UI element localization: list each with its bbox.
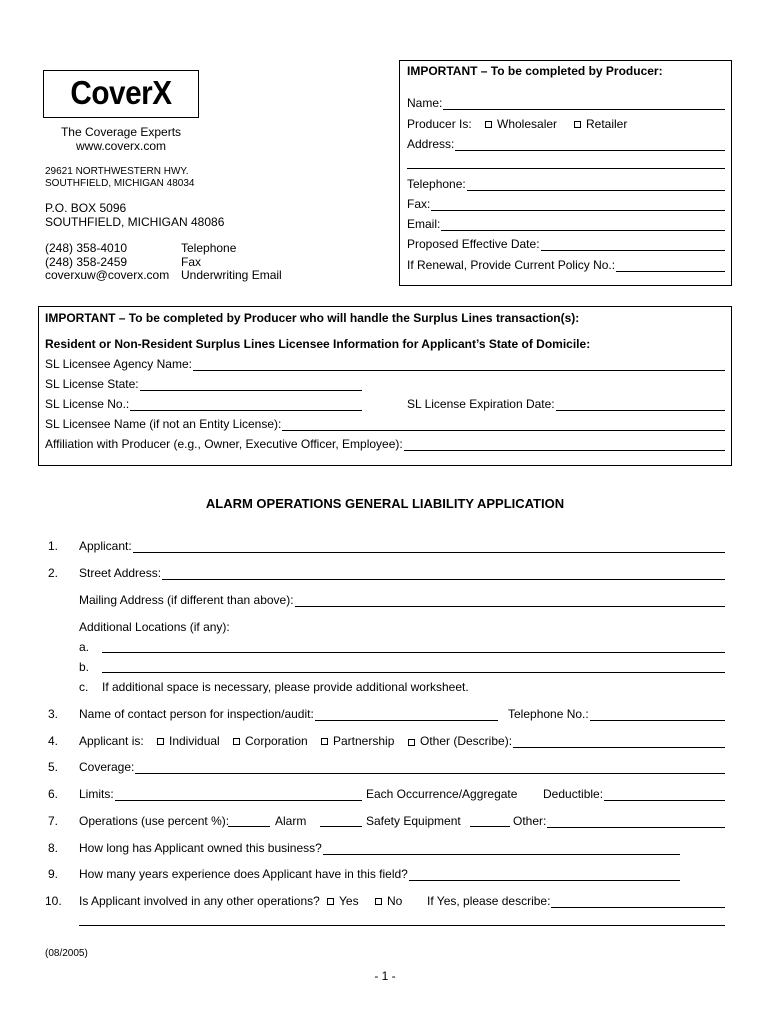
- sl-expiration-field[interactable]: SL License Expiration Date:: [407, 397, 725, 411]
- company-website: www.coverx.com: [75, 139, 167, 153]
- producer-fax-field[interactable]: Fax:: [407, 197, 725, 211]
- partnership-checkbox[interactable]: [321, 738, 328, 745]
- years-experience-field[interactable]: How many years experience does Applicant have in this field?: [79, 867, 680, 881]
- yes-option[interactable]: Yes: [327, 894, 359, 908]
- mailing-address-field[interactable]: Mailing Address (if different than above):: [79, 593, 725, 607]
- other-operations-field[interactable]: Other:: [513, 814, 725, 828]
- contact-phone-value: (248) 358-4010: [45, 241, 128, 255]
- other-checkbox[interactable]: [408, 739, 415, 746]
- producer-address-line-2[interactable]: [407, 168, 725, 169]
- q2-number: 2.: [48, 566, 59, 580]
- location-c-text: If additional space is necessary, please provide additional worksheet.: [102, 680, 469, 694]
- retailer-option[interactable]: Retailer: [574, 117, 627, 131]
- operations-label: Operations (use percent %):: [79, 814, 230, 828]
- company-tagline: The Coverage Experts: [60, 125, 182, 139]
- wholesaler-checkbox[interactable]: [485, 121, 492, 128]
- form-revision-date: (08/2005): [45, 948, 88, 959]
- contact-email-label: Underwriting Email: [181, 268, 282, 282]
- each-occurrence-label: Each Occurrence/Aggregate: [366, 787, 518, 801]
- applicant-field[interactable]: Applicant:: [79, 539, 725, 553]
- alarm-percent-line[interactable]: [228, 826, 270, 827]
- no-option[interactable]: No: [375, 894, 402, 908]
- contact-fax-value: (248) 358-2459: [45, 255, 128, 269]
- other-describe-field[interactable]: Other (Describe):: [408, 734, 725, 748]
- producer-name-field[interactable]: [407, 96, 725, 110]
- corporation-checkbox[interactable]: [233, 738, 240, 745]
- safety-equipment-label: Safety Equipment: [366, 814, 461, 828]
- deductible-field[interactable]: Deductible:: [543, 787, 725, 801]
- sl-license-no-field[interactable]: SL License No.:: [45, 397, 362, 411]
- location-c-label: c.: [79, 680, 89, 694]
- yes-checkbox[interactable]: [327, 898, 334, 905]
- applicant-is-label: Applicant is:: [79, 734, 144, 748]
- safety-percent-line[interactable]: [320, 826, 362, 827]
- individual-checkbox[interactable]: [157, 738, 164, 745]
- additional-locations-label: Additional Locations (if any):: [79, 620, 230, 634]
- producer-email-field[interactable]: Email:: [407, 217, 725, 231]
- producer-is-label: Producer Is:: [407, 117, 472, 131]
- years-owned-field[interactable]: How long has Applicant owned this business?: [79, 841, 680, 855]
- contact-email-value: coverxuw@coverx.com: [45, 268, 170, 282]
- form-title: ALARM OPERATIONS GENERAL LIABILITY APPLICATION: [205, 496, 565, 511]
- contact-person-field[interactable]: Name of contact person for inspection/audit:: [79, 707, 498, 721]
- producer-address-label: Address:: [407, 137, 455, 151]
- surplus-box-subtitle: Resident or Non-Resident Surplus Lines Licensee Information for Applicant’s State of Domicile:: [45, 337, 591, 351]
- other-operations-question: Is Applicant involved in any other operations?: [79, 894, 320, 908]
- corporation-option[interactable]: Corporation: [233, 734, 308, 748]
- sl-agency-name-field[interactable]: SL Licensee Agency Name:: [45, 357, 725, 371]
- other-percent-line[interactable]: [470, 826, 510, 827]
- company-po-box: P.O. BOX 5096: [45, 201, 127, 215]
- no-checkbox[interactable]: [375, 898, 382, 905]
- q4-number: 4.: [48, 734, 59, 748]
- company-street: 29621 NORTHWESTERN HWY.: [45, 166, 189, 177]
- retailer-checkbox[interactable]: [574, 121, 581, 128]
- sl-licensee-name-field[interactable]: SL Licensee Name (if not an Entity License):: [45, 417, 725, 431]
- producer-telephone-field[interactable]: Telephone:: [407, 177, 725, 191]
- q9-number: 9.: [48, 867, 59, 881]
- describe-line-2[interactable]: [79, 925, 725, 926]
- street-address-field[interactable]: Street Address:: [79, 566, 725, 580]
- location-b-label: b.: [79, 660, 90, 674]
- limits-field[interactable]: Limits:: [79, 787, 362, 801]
- coverage-field[interactable]: Coverage:: [79, 760, 725, 774]
- q1-number: 1.: [48, 539, 59, 553]
- producer-address-field[interactable]: [407, 137, 725, 151]
- describe-field[interactable]: If Yes, please describe:: [427, 894, 725, 908]
- effective-date-field[interactable]: Proposed Effective Date:: [407, 237, 725, 251]
- company-logo: CoverX: [70, 74, 172, 111]
- wholesaler-option[interactable]: Wholesaler: [485, 117, 557, 131]
- producer-box: [399, 60, 732, 286]
- partnership-option[interactable]: Partnership: [321, 734, 394, 748]
- company-city-street: SOUTHFIELD, MICHIGAN 48034: [45, 178, 195, 189]
- contact-telephone-field[interactable]: Telephone No.:: [508, 707, 725, 721]
- location-a-label: a.: [79, 640, 90, 654]
- producer-is-row: [407, 117, 472, 131]
- surplus-box-title: IMPORTANT – To be completed by Producer who will handle the Surplus Lines transaction(s):: [45, 311, 580, 325]
- q6-number: 6.: [48, 787, 59, 801]
- sl-affiliation-field[interactable]: Affiliation with Producer (e.g., Owner, Executive Officer, Employee):: [45, 437, 725, 451]
- contact-phone-label: Telephone: [181, 241, 237, 255]
- producer-box-title: IMPORTANT – To be completed by Producer:: [407, 64, 663, 78]
- company-city-po: SOUTHFIELD, MICHIGAN 48086: [45, 215, 225, 229]
- renewal-policy-field[interactable]: If Renewal, Provide Current Policy No.:: [407, 258, 725, 272]
- producer-name-label: Name:: [407, 96, 443, 110]
- location-a-line[interactable]: [102, 652, 725, 653]
- alarm-label: Alarm: [275, 814, 307, 828]
- q5-number: 5.: [48, 760, 59, 774]
- sl-license-state-field[interactable]: SL License State:: [45, 377, 362, 391]
- page-number: - 1 -: [374, 969, 396, 983]
- q7-number: 7.: [48, 814, 59, 828]
- q10-number: 10.: [45, 894, 62, 908]
- location-b-line[interactable]: [102, 672, 725, 673]
- q3-number: 3.: [48, 707, 59, 721]
- contact-fax-label: Fax: [181, 255, 202, 269]
- individual-option[interactable]: Individual: [157, 734, 220, 748]
- q8-number: 8.: [48, 841, 59, 855]
